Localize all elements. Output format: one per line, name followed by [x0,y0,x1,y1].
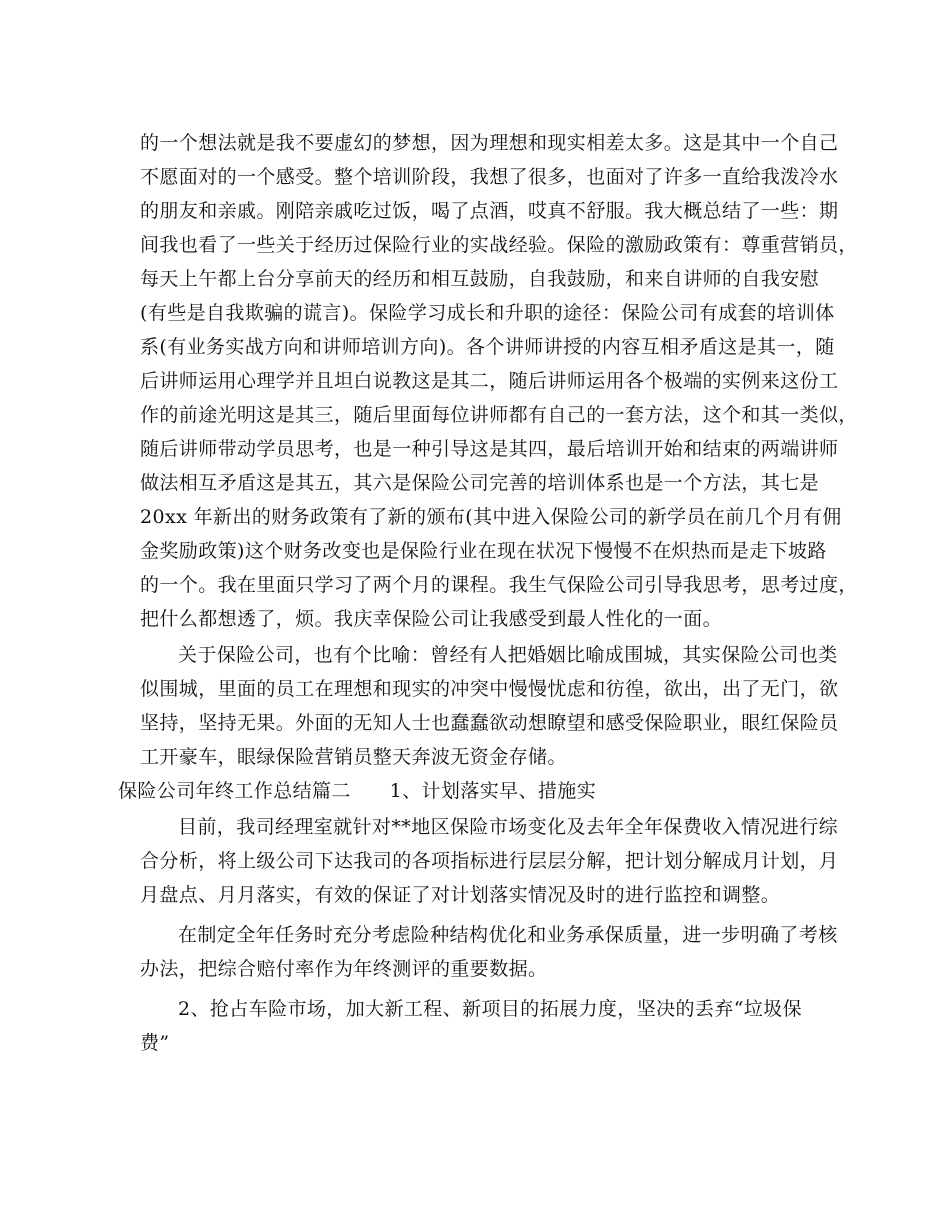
paragraph-first-line: 在制定全年任务时充分考虑险种结构优化和业务承保质量，进一步明确了考核 [178,924,838,946]
text-line: 似围城，里面的员工在理想和现实的冲突中慢慢忧虑和彷徨，欲出，出了无门，欲 [140,678,839,700]
text-line: 费” [140,1032,170,1054]
text-line: 系(有业务实战方向和讲师培训方向)。各个讲师讲授的内容互相矛盾这是其一，随 [140,336,835,358]
text-line: 作的前途光明这是其三，随后里面每位讲师都有自己的一套方法，这个和其一类似， [140,404,858,426]
text-line: 办法，把综合赔付率作为年终测评的重要数据。 [140,958,548,980]
text-line: 金奖励政策)这个财务改变也是保险行业在现在状况下慢慢不在炽热而是走下坡路 [140,540,827,562]
text-line: 不愿面对的一个感受。整个培训阶段，我想了很多，也面对了许多一直给我泼冷水 [140,166,839,188]
text-line: (有些是自我欺骗的谎言)。保险学习成长和升职的途径：保险公司有成套的培训体 [140,302,835,324]
paragraph-first-line: 目前，我司经理室就针对**地区保险市场变化及去年全年保费收入情况进行综 [178,816,839,838]
text-line: 每天上午都上台分享前天的经历和相互鼓励，自我鼓励，和来自讲师的自我安慰 [140,268,820,290]
section-heading: 保险公司年终工作总结篇二 1、计划落实早、措施实 [118,780,597,802]
text-line: 月盘点、月月落实，有效的保证了对计划落实情况及时的进行监控和调整。 [140,884,781,906]
paragraph-first-line: 关于保险公司，也有个比喻：曾经有人把婚姻比喻成围城，其实保险公司也类 [178,644,838,666]
text-line: 随后讲师带动学员思考，也是一种引导这是其四，最后培训开始和结束的两端讲师 [140,438,839,460]
text-line: 的朋友和亲戚。刚陪亲戚吃过饭，喝了点酒，哎真不舒服。我大概总结了一些：期 [140,200,839,222]
text-line: 合分析，将上级公司下达我司的各项指标进行层层分解，把计划分解成月计划，月 [140,850,839,872]
text-line: 的一个。我在里面只学习了两个月的课程。我生气保险公司引导我思考，思考过度， [140,574,858,596]
text-line: 工开豪车，眼绿保险营销员整天奔波无资金存储。 [140,746,567,768]
paragraph-first-line: 2、抢占车险市场，加大新工程、新项目的拓展力度，坚决的丢弃“垃圾保 [178,998,803,1020]
text-line: 间我也看了一些关于经历过保险行业的实战经验。保险的激励政策有：尊重营销员， [140,234,858,256]
text-line: 后讲师运用心理学并且坦白说教这是其二，随后讲师运用各个极端的实例来这份工 [140,370,839,392]
text-line: 的一个想法就是我不要虚幻的梦想，因为理想和现实相差太多。这是其中一个自己 [140,132,839,154]
text-line: 20xx 年新出的财务政策有了新的颁布(其中进入保险公司的新学员在前几个月有佣 [140,506,842,528]
text-line: 把什么都想透了，烦。我庆幸保险公司让我感受到最人性化的一面。 [140,608,723,630]
text-line: 坚持，坚持无果。外面的无知人士也蠢蠢欲动想瞭望和感受保险职业，眼红保险员 [140,712,839,734]
text-line: 做法相互矛盾这是其五，其六是保险公司完善的培训体系也是一个方法，其七是 [140,472,820,494]
